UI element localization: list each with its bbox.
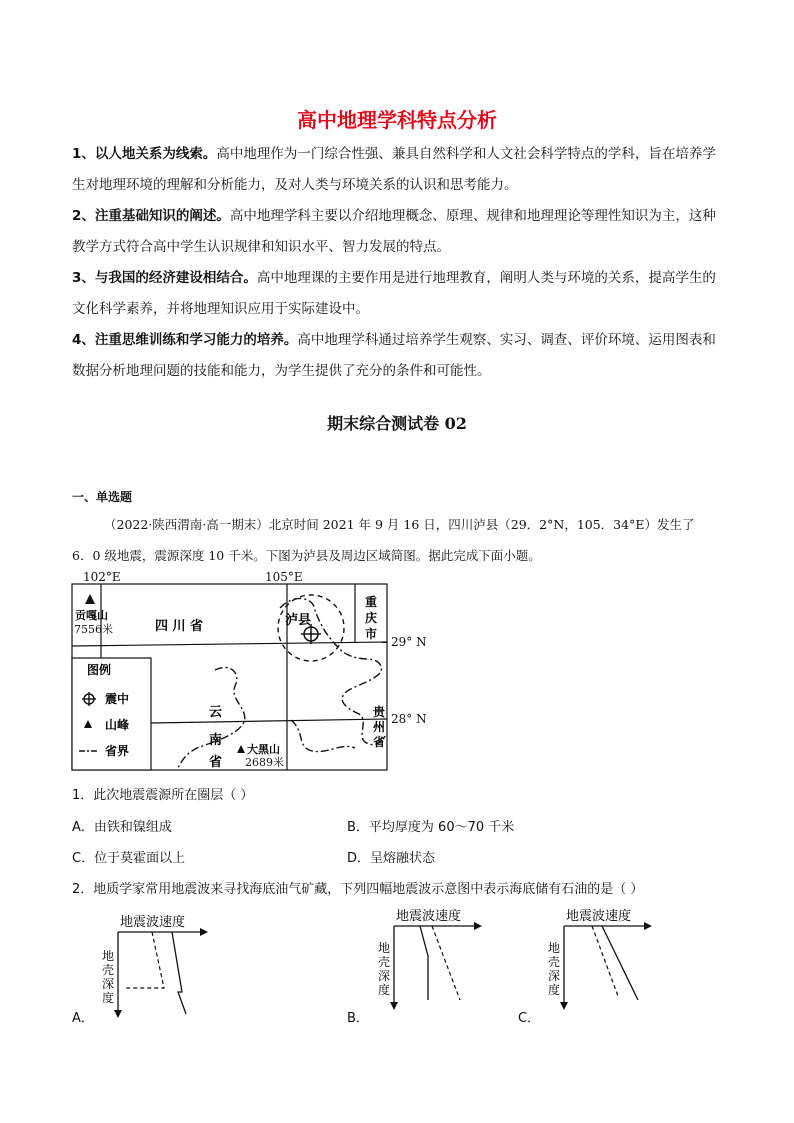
- question-2: 2．地质学家常用地震波来寻找海底油气矿藏，下列四幅地震波示意图中表示海底储有石油的是（ ）: [72, 882, 644, 897]
- parallel-29: [72, 642, 387, 646]
- peak2-icon: [237, 745, 245, 753]
- intro-text-2: 高中地理学科主要以介绍地理概念、原理、规律和地理理论等理性知识为主，这种教学方式符合高中学生认识规律和知识水平、智力发展的特点。: [72, 208, 716, 255]
- luxian-label: 泸县: [285, 613, 312, 628]
- page-title: 高中地理学科特点分析: [297, 108, 497, 132]
- lon-102-label: 102°E: [83, 570, 121, 584]
- diagram-c-y-1: 地: [548, 941, 561, 955]
- diagram-c-y-4: 度: [548, 983, 561, 997]
- lat-29-label: 29° N: [391, 635, 427, 649]
- q2-option-b[interactable]: B．: [347, 1011, 369, 1026]
- legend-epicenter-label: 震中: [105, 692, 130, 706]
- intro-paragraph-2: [72, 201, 724, 263]
- diagram-a-s-wave: [124, 932, 164, 988]
- legend-peak-label: 山峰: [105, 718, 130, 732]
- intro-paragraph-1: [72, 139, 724, 201]
- guizhou-char-2: 州: [373, 720, 386, 734]
- question-1: 1．此次地震震源所在圈层（ ）: [72, 788, 254, 803]
- q1-option-c[interactable]: C．位于莫霍面以上: [72, 851, 186, 866]
- lon-105-label: 105°E: [265, 570, 303, 584]
- wave-diagram-c: [540, 904, 660, 1012]
- q1-option-a[interactable]: A．由铁和镍组成: [72, 820, 172, 835]
- diagram-a-y-4: 度: [102, 991, 115, 1005]
- lat-28-label: 28° N: [391, 712, 427, 726]
- q1-option-b[interactable]: B．平均厚度为 60～70 千米: [347, 820, 515, 835]
- diagram-c-y-2: 壳: [548, 955, 561, 969]
- diagram-b-s-wave: [420, 926, 428, 1000]
- question-stem: [72, 509, 724, 571]
- exam-title: 期末综合测试卷 02: [327, 414, 467, 433]
- province-border-guizhou: [291, 720, 355, 752]
- diagram-b-y-4: 度: [378, 983, 391, 997]
- stem-line-1: （2022·陕西渭南·高一期末）北京时间 2021 年 9 月 16 日，四川泸县（29．2°N，105．34°E）发生了: [104, 517, 695, 532]
- q2-option-c[interactable]: C．: [518, 1011, 541, 1026]
- diagram-a-p-wave: [172, 932, 186, 1014]
- yunnan-char-3: 省: [209, 755, 223, 770]
- diagram-a-y-1: 地: [102, 949, 115, 963]
- wave-diagram-a: [96, 908, 216, 1020]
- intro-text-4: 高中地理学科通过培养学生观察、实习、调查、评价环境、运用图表和数据分析地理问题的技能和能力，为学生提供了充分的条件和可能性。: [72, 332, 716, 379]
- intro-lead-2: 2、注重基础知识的阐述。: [72, 208, 230, 224]
- guizhou-char-3: 省: [373, 735, 386, 749]
- diagram-b-p-wave: [432, 926, 460, 1000]
- diagram-b-y-1: 地: [378, 941, 391, 955]
- diagram-b-y-2: 壳: [378, 955, 391, 969]
- section-title: 一、单选题: [72, 490, 133, 504]
- yunnan-char-2: 南: [209, 733, 223, 748]
- diagram-c-x-label: 地震波速度: [566, 909, 632, 924]
- diagram-c-s-wave: [592, 926, 618, 996]
- parallel-28: [151, 719, 387, 723]
- intro-lead-4: 4、注重思维训练和学习能力的培养。: [72, 332, 298, 348]
- q1-option-d[interactable]: D．呈熔融状态: [347, 851, 436, 866]
- intro-text-1: 高中地理作为一门综合性强、兼具自然科学和人文社会科学特点的学科，旨在培养学生对地理环境的理解和分析能力，及对人类与环境关系的认识和思考能力。: [72, 146, 716, 193]
- peak1-height: 7556米: [74, 623, 113, 636]
- peak2-name: 大黑山: [247, 743, 280, 756]
- diagram-b-y-3: 深: [378, 969, 391, 983]
- diagram-c-y-3: 深: [548, 969, 561, 983]
- chongqing-char-1: 重: [365, 595, 378, 609]
- intro-paragraph-3: [72, 263, 724, 325]
- chongqing-char-2: 庆: [365, 611, 378, 625]
- legend-title: 图例: [87, 663, 112, 677]
- diagram-a-y-2: 壳: [102, 963, 115, 977]
- yunnan-char-1: 云: [209, 705, 223, 720]
- peak2-height: 2689米: [245, 756, 284, 769]
- intro-lead-1: 1、以人地关系为线索。: [72, 146, 217, 162]
- legend-border-label: 省界: [105, 744, 130, 758]
- diagram-a-y-3: 深: [102, 977, 115, 991]
- region-map: [65, 566, 445, 776]
- diagram-a-x-label: 地震波速度: [120, 915, 186, 930]
- chongqing-char-3: 市: [365, 627, 378, 641]
- diagram-b-x-label: 地震波速度: [396, 909, 462, 924]
- sichuan-label: 四 川 省: [155, 619, 204, 634]
- intro-text-3: 高中地理课的主要作用是进行地理教育，阐明人类与环境的关系，提高学生的文化科学素养，并将地理知识应用于实际建设中。: [72, 270, 716, 317]
- q2-option-a[interactable]: A．: [72, 1011, 94, 1026]
- peak1-name: 贡嘎山: [75, 609, 108, 622]
- intro-paragraph-4: [72, 325, 724, 387]
- intro-lead-3: 3、与我国的经济建设相结合。: [72, 270, 257, 286]
- stem-line-2: 6．0 级地震，震源深度 10 千米。下图为泸县及周边区域简图。据此完成下面小题。: [72, 548, 541, 563]
- wave-diagram-b: [370, 904, 490, 1012]
- diagram-c-p-wave: [602, 926, 638, 1000]
- guizhou-char-1: 贵: [373, 705, 386, 719]
- peak-icon: [85, 594, 95, 604]
